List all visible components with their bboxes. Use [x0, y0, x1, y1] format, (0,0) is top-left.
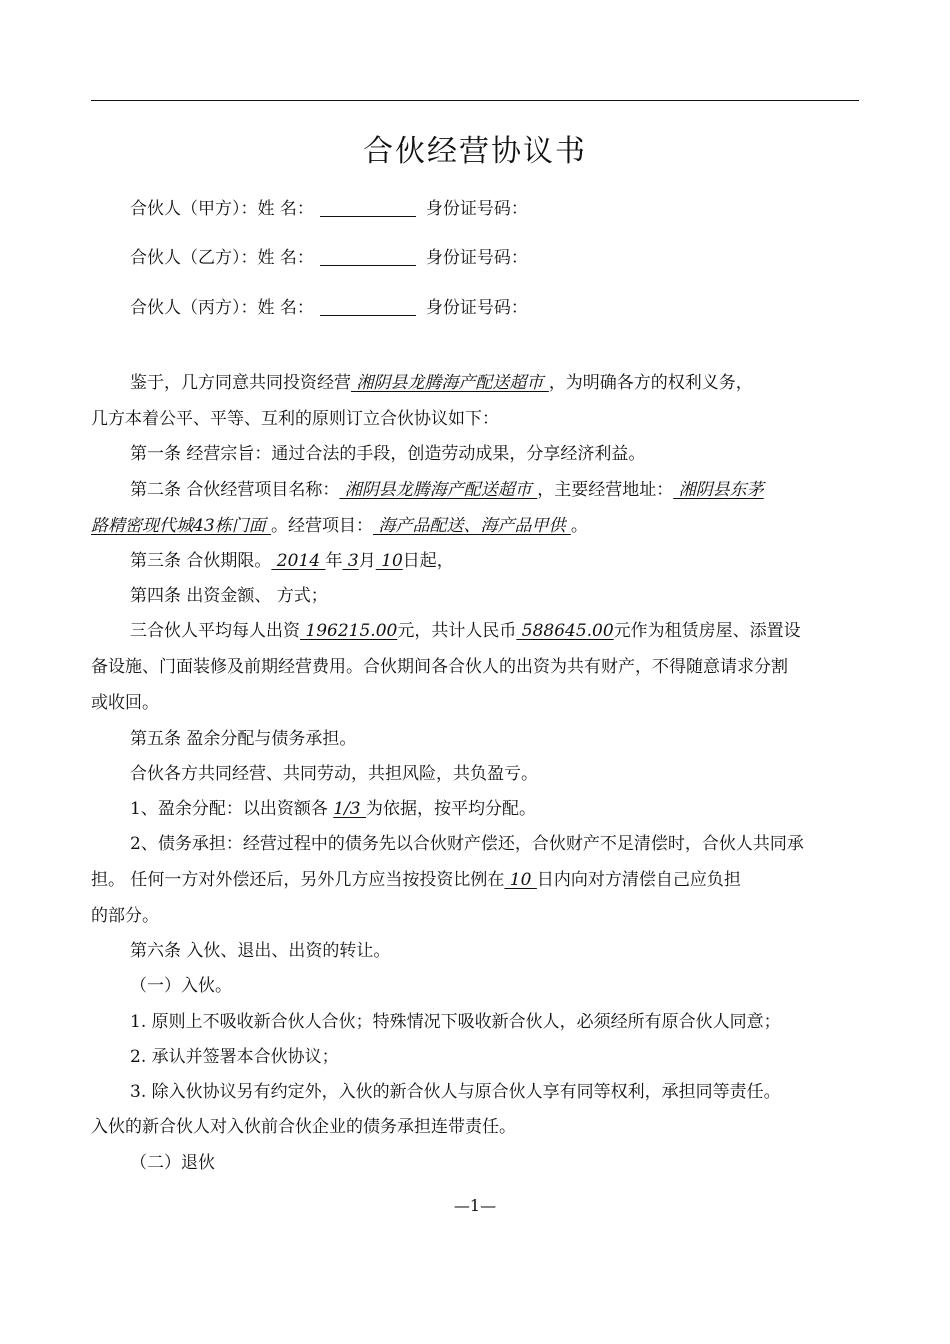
article-5-heading: 第五条 盈余分配与债务承担。	[130, 729, 357, 749]
art4-text: 元作为租赁房屋、添置设	[613, 621, 801, 641]
art3-text: 月	[358, 551, 376, 571]
section-join: （一）入伙。	[130, 976, 232, 996]
art5-text: 日内向对方清偿自己应负担	[536, 870, 741, 890]
document-title: 合伙经营协议书	[363, 134, 587, 169]
join-item-3-line-2: 入伙的新合伙人对入伙前合伙企业的债务承担连带责任。	[91, 1117, 516, 1137]
article-1: 第一条 经营宗旨：通过合法的手段，创造劳动成果，分享经济利益。	[130, 444, 646, 464]
article-5-p3-line-3: 的部分。	[91, 906, 159, 926]
art3-text: 年	[325, 551, 343, 571]
address-fill: 路精密现代城43栋门面	[91, 516, 272, 536]
article-2-line-1	[130, 479, 764, 501]
article-4-line-3: 或收回。	[91, 693, 159, 713]
address-fill: 湘阴县东茅	[673, 480, 764, 500]
join-item-1: 1. 原则上不吸收新合伙人合伙；特殊情况下吸收新合伙人，必须经所有原合伙人同意；	[130, 1012, 781, 1032]
party-label: 合伙人（甲方）：姓 名：	[130, 199, 314, 219]
art5-text: 1、盈余分配：以出资额各	[130, 799, 334, 819]
id-label: 身份证号码：	[425, 248, 528, 268]
art4-text: 三合伙人平均每人出资	[130, 621, 300, 641]
party-label: 合伙人（乙方）：姓 名：	[130, 248, 314, 268]
total-amount-fill: 588645.00	[516, 621, 614, 641]
article-3	[130, 550, 454, 572]
art2-text: ，主要经营地址：	[537, 480, 674, 500]
name-blank	[320, 200, 416, 217]
join-item-3-line-1: 3. 除入伙协议另有约定外，入伙的新合伙人与原合伙人享有同等权利，承担同等责任。	[130, 1082, 781, 1102]
art3-text: 第三条 合伙期限。	[130, 551, 272, 571]
art4-text: 元，共计人民币	[397, 621, 517, 641]
article-5-p3-line-2	[91, 869, 741, 891]
article-2-line-2	[91, 515, 588, 537]
party-label: 合伙人（丙方）：姓 名：	[130, 298, 314, 318]
id-label: 身份证号码：	[425, 298, 528, 318]
party-line-b	[130, 247, 528, 269]
business-items-fill: 海产品配送、海产品甲供	[373, 516, 571, 536]
article-4-line-2: 备设施、门面装修及前期经营费用。合伙期间各合伙人的出资为共有财产，不得随意请求分割	[91, 657, 788, 677]
art2-text: 。	[570, 516, 588, 536]
article-5-p1: 合伙各方共同经营、共同劳动，共担风险，共负盈亏。	[130, 764, 538, 784]
article-5-p3-line-1: 2、债务承担：经营过程中的债务先以合伙财产偿还，合伙财产不足清偿时，合伙人共同承	[130, 834, 804, 854]
join-item-2: 2. 承认并签署本合伙协议；	[130, 1047, 339, 1067]
party-line-c	[130, 297, 528, 319]
art2-text: 第二条 合伙经营项目名称：	[130, 480, 340, 500]
intro-line-1	[130, 372, 753, 394]
month-fill: 3	[342, 551, 359, 571]
day-fill: 10	[375, 551, 403, 571]
business-name-fill: 湘阴县龙腾海产配送超市	[351, 373, 549, 393]
year-fill: 2014	[271, 551, 326, 571]
header-rule	[91, 100, 859, 101]
article-4-heading: 第四条 出资金额、 方式；	[130, 586, 328, 606]
name-blank	[320, 249, 416, 266]
each-amount-fill: 196215.00	[300, 621, 398, 641]
intro-text: 鉴于，几方同意共同投资经营	[130, 373, 351, 393]
art5-text: 担。 任何一方对外偿还后，另外几方应当按投资比例在	[91, 870, 505, 890]
intro-text: ，为明确各方的权利义务，	[548, 373, 753, 393]
intro-line-2: 几方本着公平、平等、互利的原则订立合伙协议如下：	[91, 409, 499, 429]
article-5-p2	[130, 798, 536, 820]
section-withdraw: （二）退伙	[130, 1153, 215, 1173]
project-name-fill: 湘阴县龙腾海产配送超市	[339, 480, 538, 500]
party-line-a	[130, 198, 528, 220]
article-4-line-1	[130, 620, 801, 642]
ratio-fill: 1/3	[333, 799, 366, 819]
art2-text: 。经营项目：	[271, 516, 374, 536]
article-6-heading: 第六条 入伙、退出、出资的转让。	[130, 941, 391, 961]
name-blank	[320, 299, 416, 316]
page-number: —1—	[453, 1196, 497, 1215]
art5-text: 为依据，按平均分配。	[366, 799, 536, 819]
days-fill: 10	[504, 870, 537, 890]
art3-text: 日起，	[402, 551, 454, 571]
id-label: 身份证号码：	[425, 199, 528, 219]
